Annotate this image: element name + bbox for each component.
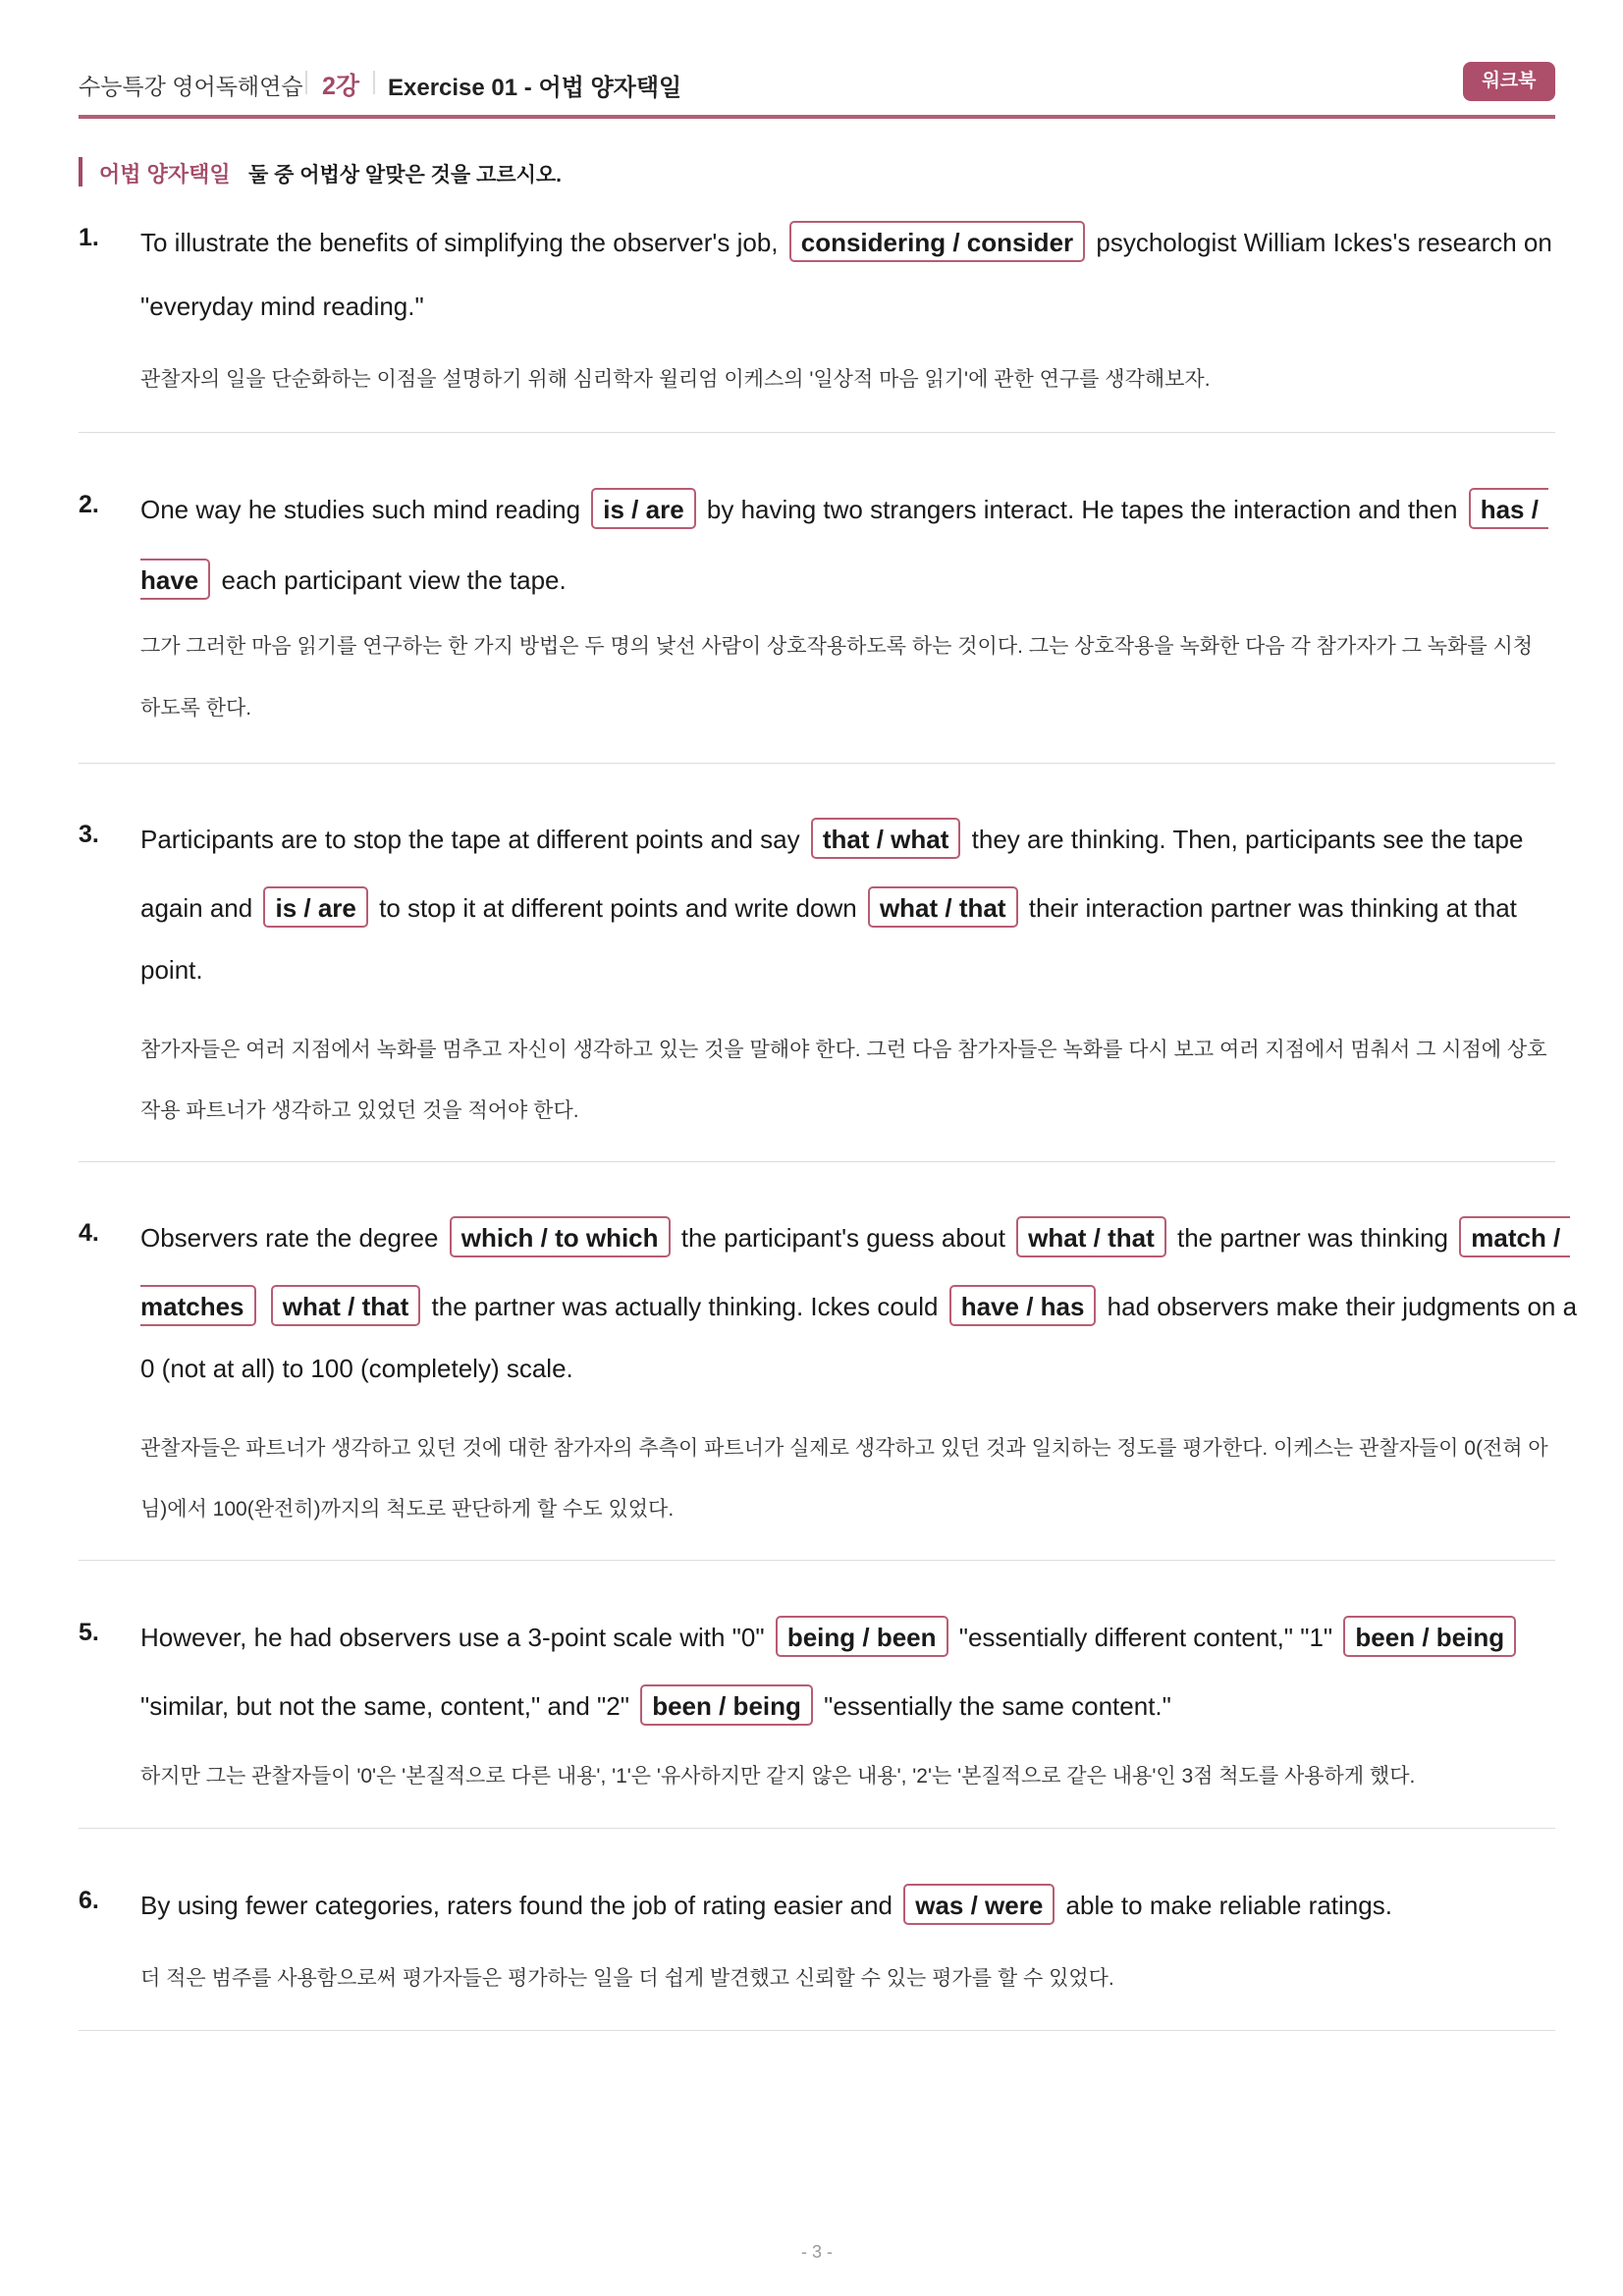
question-line: [140, 1684, 1171, 1726]
item-divider: [79, 1828, 1555, 1829]
korean-translation: 하도록 한다.: [140, 697, 252, 720]
sentence-text: By using fewer categories, raters found the job of rating easier and: [140, 1891, 893, 1920]
page-header: [79, 59, 1555, 108]
question-line: [140, 559, 567, 600]
korean-translation: 더 적은 범주를 사용함으로써 평가자들은 평가하는 일을 더 쉽게 발견했고 신뢰할 수 있는 평가를 할 수 있었다.: [140, 1967, 1114, 1990]
korean-translation: 참가자들은 여러 지점에서 녹화를 멈추고 자신이 생각하고 있는 것을 말해야 한다. 그런 다음 참가자들은 녹화를 다시 보고 여러 지점에서 멈춰서 그 시점에 상호: [140, 1039, 1547, 1061]
section-marker: [79, 157, 82, 187]
question-number: 5.: [79, 1619, 99, 1646]
item-divider: [79, 432, 1555, 433]
choice-box[interactable]: have / has: [949, 1285, 1097, 1326]
question-number: 6.: [79, 1887, 99, 1914]
sentence-text: each participant view the tape.: [221, 565, 567, 595]
sentence-text: To illustrate the benefits of simplifying the observer's job,: [140, 228, 779, 257]
choice-box[interactable]: match /: [1459, 1216, 1570, 1257]
sentence-text: the partner was actually thinking. Ickes could: [431, 1292, 939, 1321]
choice-box[interactable]: been / being: [1343, 1616, 1516, 1657]
korean-translation: 관찰자의 일을 단순화하는 이점을 설명하기 위해 심리학자 윌리엄 이케스의 '일상적 마음 읽기'에 관한 연구를 생각해보자.: [140, 368, 1211, 391]
choice-box[interactable]: being / been: [776, 1616, 948, 1657]
choice-box[interactable]: matches: [140, 1285, 256, 1326]
sentence-text: had observers make their judgments on a: [1107, 1292, 1578, 1321]
item-divider: [79, 1560, 1555, 1561]
sentence-text: the partner was thinking: [1176, 1223, 1449, 1253]
sentence-text: Participants are to stop the tape at different points and say: [140, 825, 800, 854]
question-line: [140, 1884, 1392, 1925]
sentence-text: their interaction partner was thinking at that: [1028, 893, 1517, 923]
sentence-text: One way he studies such mind reading: [140, 495, 581, 524]
choice-box[interactable]: has /: [1469, 488, 1548, 529]
sentence-text: Observers rate the degree: [140, 1223, 439, 1253]
choice-box[interactable]: what / that: [271, 1285, 421, 1326]
choice-box[interactable]: is / are: [263, 886, 367, 928]
korean-translation: 관찰자들은 파트너가 생각하고 있던 것에 대한 참가자의 추측이 파트너가 실제로 생각하고 있던 것과 일치하는 정도를 평가한다. 이케스는 관찰자들이 0(전혀 아: [140, 1437, 1548, 1460]
choice-box[interactable]: was / were: [903, 1884, 1055, 1925]
choice-box[interactable]: have: [140, 559, 210, 600]
question-line: [140, 818, 1523, 859]
sentence-text: again and: [140, 893, 253, 923]
sentence-text: point.: [140, 955, 203, 985]
item-divider: [79, 2030, 1555, 2031]
choice-box[interactable]: that / what: [811, 818, 961, 859]
question-line: [140, 955, 203, 986]
question-number: 2.: [79, 491, 99, 518]
sentence-text: However, he had observers use a 3-point scale with "0": [140, 1623, 765, 1652]
workbook-badge: 워크북: [1463, 62, 1555, 101]
korean-translation: 하지만 그는 관찰자들이 '0'은 '본질적으로 다른 내용', '1'은 '유사하지만 같지 않은 내용', '2'는 '본질적으로 같은 내용'인 3점 척도를 사용하게 했다.: [140, 1765, 1416, 1788]
sentence-text: "essentially the same content.": [824, 1691, 1171, 1721]
question-line: [140, 1616, 1520, 1657]
exercise-title: Exercise 01 - 어법 양자택일: [388, 75, 682, 101]
question-line: [140, 1354, 573, 1384]
header-separator: [305, 71, 307, 94]
question-line: [140, 292, 424, 322]
question-line: [140, 886, 1517, 928]
korean-translation: 님)에서 100(완전히)까지의 척도로 판단하게 할 수도 있었다.: [140, 1498, 675, 1521]
item-divider: [79, 763, 1555, 764]
question-line: [140, 1216, 1570, 1257]
korean-translation: 그가 그러한 마음 읽기를 연구하는 한 가지 방법은 두 명의 낯선 사람이 상호작용하도록 하는 것이다. 그는 상호작용을 녹화한 다음 각 참가자가 그 녹화를 시청: [140, 635, 1534, 658]
question-line: [140, 488, 1548, 529]
item-divider: [79, 1161, 1555, 1162]
choice-box[interactable]: what / that: [1016, 1216, 1166, 1257]
sentence-text: 0 (not at all) to 100 (completely) scale.: [140, 1354, 573, 1383]
sentence-text: to stop it at different points and write down: [379, 893, 857, 923]
choice-box[interactable]: which / to which: [450, 1216, 671, 1257]
question-number: 3.: [79, 821, 99, 848]
sentence-text: psychologist William Ickes's research on: [1096, 228, 1552, 257]
sentence-text: by having two strangers interact. He tapes the interaction and then: [706, 495, 1458, 524]
workbook-page: [79, 0, 1578, 2296]
header-rule: [79, 115, 1555, 119]
choice-box[interactable]: considering / consider: [789, 221, 1085, 262]
sentence-text: "similar, but not the same, content," and "2": [140, 1691, 629, 1721]
sentence-text: able to make reliable ratings.: [1065, 1891, 1392, 1920]
section-title: 어법 양자택일: [99, 162, 231, 187]
choice-box[interactable]: is / are: [591, 488, 695, 529]
question-line: [140, 1285, 1577, 1326]
series-title: 수능특강 영어독해연습: [79, 74, 303, 99]
question-number: 1.: [79, 224, 99, 251]
choice-box[interactable]: what / that: [868, 886, 1018, 928]
korean-translation: 작용 파트너가 생각하고 있었던 것을 적어야 한다.: [140, 1099, 579, 1122]
lesson-number: 2강: [322, 73, 360, 100]
header-separator: [373, 71, 375, 94]
sentence-text: the participant's guess about: [680, 1223, 1005, 1253]
question-number: 4.: [79, 1219, 99, 1247]
page-number: - 3 -: [800, 2242, 833, 2262]
sentence-text: "essentially different content," "1": [958, 1623, 1333, 1652]
sentence-text: they are thinking. Then, participants see the tape: [971, 825, 1524, 854]
choice-box[interactable]: been / being: [640, 1684, 813, 1726]
section-instruction: 둘 중 어법상 알맞은 것을 고르시오.: [248, 164, 563, 187]
sentence-text: "everyday mind reading.": [140, 292, 424, 321]
question-line: [140, 221, 1552, 262]
